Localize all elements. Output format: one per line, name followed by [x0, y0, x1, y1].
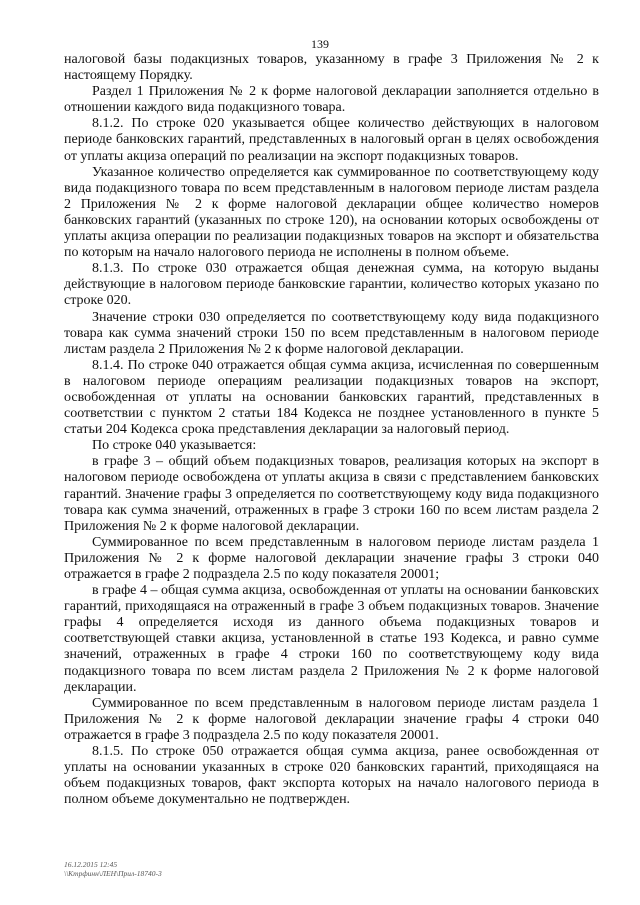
- paragraph: Раздел 1 Приложения № 2 к форме налоговой декларации заполняется отдельно в отношении каждого вида подакцизного товара.: [64, 84, 599, 116]
- paragraph-8-1-2: 8.1.2. По строке 020 указывается общее количество действующих в налоговом периоде банковских гарантий, представленных в налоговый орган в целях освобождения от уплаты акциза операций по реализации на экспорт подакцизных товаров.: [64, 116, 599, 164]
- paragraph: По строке 040 указывается:: [92, 438, 257, 454]
- paragraph: Суммированное по всем представленным в налоговом периоде листам раздела 1 Приложения № 2 к форме налоговой декларации значение графы 3 строки 040 отражается в графе 2 подраздела 2.5 по коду показателя 20001;: [64, 534, 599, 582]
- footer-path: \\Ктрфинн\ЛЕН\Прил-18740-3: [64, 869, 162, 878]
- body-text: [64, 52, 599, 808]
- page-number: 139: [311, 37, 329, 51]
- paragraph: в графе 4 – общая сумма акциза, освобожденная от уплаты на основании банковских гарантий, приходящаяся на отраженный в графе 3 объем подакцизных товаров. Значение графы 4 определяется исходя из данного объема подакцизных товаров и соответствующей ставки акциза, установленной в статье 193 Кодекса, и равно сумме значений, отраженных в графе 4 строки 160 по соответствующему коду вида подакцизного товара по всем листам раздела 2 Приложения № 2 к форме налоговой декларации.: [64, 583, 599, 695]
- paragraph-continuation: налоговой базы подакцизных товаров, указанному в графе 3 Приложения № 2 к настоящему Порядку.: [64, 52, 599, 84]
- footer-date: 16.12.2015 12:45: [64, 860, 118, 869]
- paragraph-8-1-3: 8.1.3. По строке 030 отражается общая денежная сумма, на которую выданы действующие в налоговом периоде банковские гарантии, количество которых указано по строке 020.: [64, 261, 599, 309]
- paragraph-8-1-5: 8.1.5. По строке 050 отражается общая сумма акциза, ранее освобожденная от уплаты на основании указанных в строке 020 банковских гарантий, приходящаяся на объем подакцизных товаров, факт экспорта которых на начало налогового периода в полном объеме документально не подтвержден.: [64, 744, 599, 808]
- paragraph: Суммированное по всем представленным в налоговом периоде листам раздела 1 Приложения № 2 к форме налоговой декларации значение графы 4 строки 040 отражается в графе 3 подраздела 2.5 по коду показателя 20001.: [64, 695, 599, 743]
- paragraph-8-1-4: 8.1.4. По строке 040 отражается общая сумма акциза, исчисленная по совершенным в налоговом периоде операциям реализации подакцизных товаров на экспорт, освобожденная от уплаты на основании банковских гарантий, представленных в соответствии с пунктом 2 статьи 184 Кодекса не позднее установленного в пункте 5 статьи 204 Кодекса срока представления декларации за налоговый период.: [64, 357, 599, 438]
- footer-stamp: [64, 860, 162, 878]
- paragraph: Указанное количество определяется как суммированное по соответствующему коду вида подакцизного товара по всем представленным в налоговом периоде листам раздела 2 Приложения № 2 к форме налоговой декларации общее количество номеров банковских гарантий (указанных по строке 120), на основании которых освобождены от уплаты акциза операции по реализации подакцизных товаров на экспорт и обязательства по которым на начало налогового периода не исполнены в полном объеме.: [64, 164, 599, 261]
- paragraph: Значение строки 030 определяется по соответствующему коду вида подакцизного товара как сумма значений строки 150 по всем представленным в налоговом периоде листам раздела 2 Приложения № 2 к форме налоговой декларации.: [64, 309, 599, 357]
- paragraph: в графе 3 – общий объем подакцизных товаров, реализация которых на экспорт в налоговом периоде освобождена от уплаты акциза в связи с представлением банковских гарантий. Значение графы 3 определяется по соответствующему коду вида подакцизного товара как сумма значений, отраженных в графе 3 строки 160 по всем листам раздела 2 Приложения № 2 к форме налоговой декларации.: [64, 454, 599, 534]
